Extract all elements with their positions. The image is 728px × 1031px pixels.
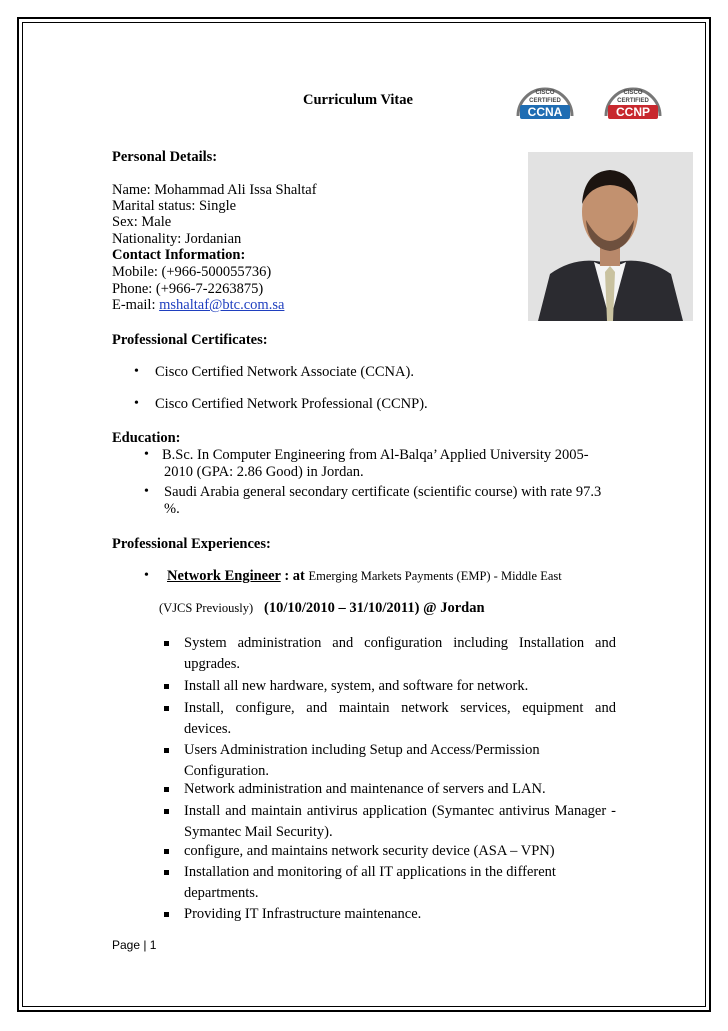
education-item-line1: B.Sc. In Computer Engineering from Al-Balqa’ Applied University 2005- [162, 447, 589, 463]
bullet-dot-icon: • [134, 364, 139, 379]
education-item-line2: 2010 (GPA: 2.86 Good) in Jordan. [164, 464, 364, 480]
ccna-logo-badge: CCNA [527, 105, 563, 119]
email-label: E-mail: [112, 297, 160, 313]
square-bullet-icon [164, 870, 169, 875]
duty-item-line2: Symantec Mail Security). [184, 824, 333, 840]
certificates-heading: Professional Certificates: [112, 332, 268, 348]
job-role: Network Engineer [167, 568, 281, 584]
job-company: Emerging Markets Payments (EMP) - Middle East [308, 569, 562, 583]
duty-item-line1: Install, configure, and maintain network services, equipment and [184, 700, 616, 716]
job-at: : at [280, 568, 309, 584]
phone-line: Phone: (+966-7-2263875) [112, 281, 264, 297]
experience-heading: Professional Experiences: [112, 536, 271, 552]
profile-photo [528, 152, 693, 321]
square-bullet-icon [164, 748, 169, 753]
square-bullet-icon [164, 849, 169, 854]
bullet-dot-icon: • [134, 396, 139, 411]
ccnp-logo-top: CISCO [623, 90, 643, 96]
education-heading: Education: [112, 430, 181, 446]
duty-item-line2: departments. [184, 885, 259, 901]
duty-item-line1: Installation and monitoring of all IT applications in the different [184, 864, 556, 880]
job-previous: (VJCS Previously) [159, 601, 254, 615]
nationality-line: Nationality: Jordanian [112, 231, 242, 247]
duty-item-line1: Users Administration including Setup and Access/Permission [184, 742, 540, 758]
certificate-item: Cisco Certified Network Associate (CCNA). [155, 364, 414, 380]
square-bullet-icon [164, 912, 169, 917]
ccnp-logo-badge: CCNP [615, 105, 651, 119]
marital-status-line: Marital status: Single [112, 198, 237, 214]
page-footer: Page | 1 [112, 938, 157, 952]
name-line: Name: Mohammad Ali Issa Shaltaf [112, 182, 317, 198]
ccnp-logo-icon [600, 82, 666, 130]
job-period-line [159, 600, 485, 617]
email-line [112, 297, 284, 314]
square-bullet-icon [164, 706, 169, 711]
duty-item-line1: Providing IT Infrastructure maintenance. [184, 906, 422, 922]
job-period: (10/10/2010 – 31/10/2011) @ Jordan [263, 600, 485, 616]
education-item-line1: Saudi Arabia general secondary certificate (scientific course) with rate 97.3 [164, 484, 602, 500]
duty-item-line1: Install and maintain antivirus application (Symantec antivirus Manager - [184, 803, 616, 819]
duty-item-line1: configure, and maintains network security device (ASA – VPN) [184, 843, 555, 859]
bullet-dot-icon: • [144, 568, 149, 583]
duty-item-line2: devices. [184, 721, 232, 737]
duty-item-line2: Configuration. [184, 763, 269, 779]
ccnp-logo-middle: CERTIFIED [617, 98, 649, 104]
bullet-dot-icon: • [144, 484, 149, 499]
square-bullet-icon [164, 787, 169, 792]
ccna-logo-top: CISCO [535, 90, 555, 96]
duty-item-line1: Network administration and maintenance of servers and LAN. [184, 781, 546, 797]
document-title: Curriculum Vitae [303, 92, 413, 108]
duty-item-line1: Install all new hardware, system, and software for network. [184, 678, 529, 694]
ccna-logo-middle: CERTIFIED [529, 98, 561, 104]
contact-heading: Contact Information: [112, 247, 246, 263]
square-bullet-icon [164, 809, 169, 814]
ccna-logo-icon [512, 82, 578, 130]
sex-line: Sex: Male [112, 214, 172, 230]
square-bullet-icon [164, 684, 169, 689]
square-bullet-icon [164, 641, 169, 646]
mobile-line: Mobile: (+966-500055736) [112, 264, 272, 280]
job-title-line [167, 568, 562, 585]
bullet-dot-icon: • [144, 447, 149, 462]
duty-item-line2: upgrades. [184, 656, 240, 672]
personal-details-heading: Personal Details: [112, 149, 218, 165]
education-item-line2: %. [164, 501, 180, 517]
duty-item-line1: System administration and configuration including Installation and [184, 635, 616, 651]
email-link[interactable]: mshaltaf@btc.com.sa [159, 297, 285, 313]
certificate-item: Cisco Certified Network Professional (CCNP). [155, 396, 428, 412]
